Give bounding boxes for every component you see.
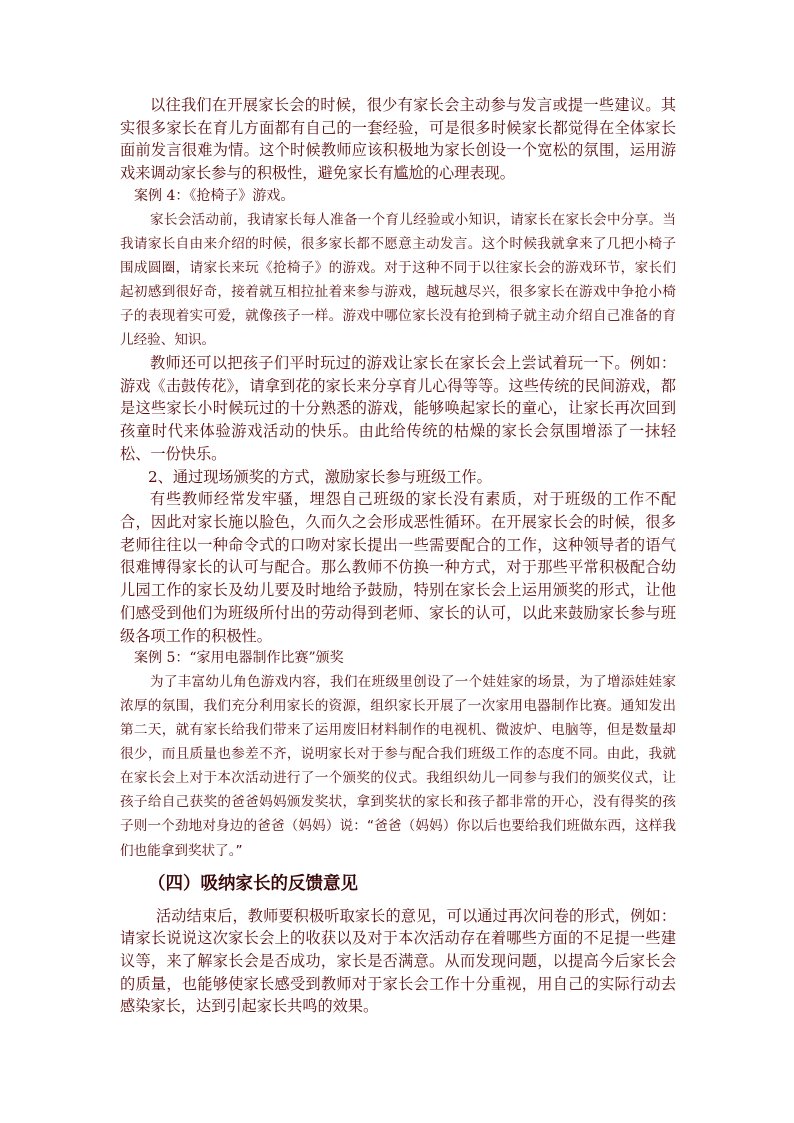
case-5-body: 为了丰富幼儿角色游戏内容，我们在班级里创设了一个娃娃家的场景，为了增添娃娃家浓厚的氛围，我们充分利用家长的资源，组织家长开展了一次家用电器制作比赛。通知发出第二天，就有家长给我们带来了运用废旧材料制作的电视机、微波炉、电脑等，但是数量却很少，而且质量也参差不齐，说明家长对于参与配合我们班级工作的态度不同。由此，我就在家长会上对于本次活动进行了一个颁奖的仪式。我组织幼儿一同参与我们的颁奖仪式，让孩子给自己获奖的爸爸妈妈颁发奖状，拿到奖状的家长和孩子都非常的开心，没有得奖的孩子则一个劲地对身边的爸爸（妈妈）说：“爸爸（妈妈）你以后也要给我们班做东西，这样我们也能拿到奖状了。” — [120, 673, 676, 859]
point-2-heading: 2、通过现场颁奖的方式，激励家长参与班级工作。 — [148, 467, 492, 486]
document-body — [120, 94, 676, 1018]
paragraph-complaint: 有些教师经常发牢骚，埋怨自己班级的家长没有素质，对于班级的工作不配合，因此对家长施以脸色，久而久之会形成恶性循环。在开展家长会的时候，很多老师往往以一种命令式的口吻对家长提出一些需要配合的工作，这种领导者的语气很难博得家长的认可与配合。那么教师不仿换一种方式，对于那些平常积极配合幼儿园工作的家长及幼儿要及时地给予鼓励，特别在家长会上运用颁奖的形式，让他们感受到他们为班级所付出的劳动得到老师、家长的认可，以此来鼓励家长参与班级各项工作的积极性。 — [120, 490, 676, 645]
case-5-title: 案例 5：“家用电器制作比赛”颁奖 — [134, 650, 344, 667]
paragraph-games: 教师还可以把孩子们平时玩过的游戏让家长在家长会上尝试着玩一下。例如：游戏《击鼓传花》，请拿到花的家长来分享育儿心得等等。这些传统的民间游戏，都是这些家长小时候玩过的十分熟悉的游戏，能够唤起家长的童心，让家长再次回到孩童时代来体验游戏活动的快乐。由此给传统的枯燥的家长会氛围增添了一抹轻松、一份快乐。 — [120, 354, 676, 463]
paragraph-intro: 以往我们在开展家长会的时候，很少有家长会主动参与发言或提一些建议。其实很多家长在育儿方面都有自己的一套经验，可是很多时候家长都觉得在全体家长面前发言很难为情。这个时候教师应该积极地为家长创设一个宽松的氛围，运用游戏来调动家长参与的积极性，避免家长有尴尬的心理表现。 — [120, 96, 676, 183]
case-4-title: 案例 4：《抢椅子》游戏。 — [134, 187, 295, 204]
paragraph-feedback: 活动结束后，教师要积极听取家长的意见，可以通过再次问卷的形式，例如：请家长说说这次家长会上的收获以及对于本次活动存在着哪些方面的不足提一些建议等，来了解家长会是否成功，家长是否满意。从而发现问题，以提高今后家长会的质量，也能够使家长感受到教师对于家长会工作十分重视，用自己的实际行动去感染家长，达到引起家长共鸣的效果。 — [120, 906, 676, 1016]
section-4-heading: （四）吸纳家长的反馈意见 — [148, 873, 358, 894]
case-4-body: 家长会活动前，我请家长每人准备一个育儿经验或小知识，请家长在家长会中分享。当我请家长自由来介绍的时候，很多家长都不愿意主动发言。这个时候我就拿来了几把小椅子围成圆圈，请家长来玩《抢椅子》的游戏。对于这种不同于以往家长会的游戏环节，家长们起初感到很好奇，接着就互相拉扯着来参与游戏，越玩越尽兴，很多家长在游戏中争抢小椅子的表现着实可爱，就像孩子一样。游戏中哪位家长没有抢到椅子就主动介绍自己准备的育儿经验、知识。 — [120, 211, 676, 348]
